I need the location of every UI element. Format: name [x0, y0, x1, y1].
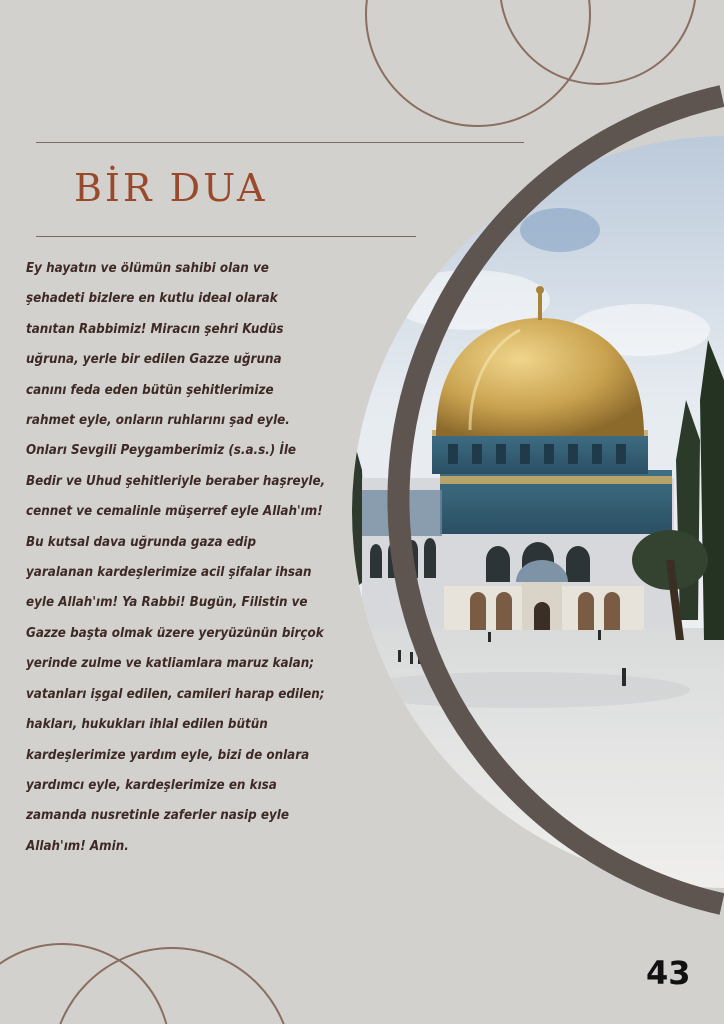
prayer-text: Ey hayatın ve ölümün sahibi olan ve şehadeti bizlere en kutlu ideal olarak tanıtan Rabbimiz! Miracın şehri Kudüs uğruna, yerle bir edilen Gazze uğruna canını feda eden bütün şehitlerimize rahmet eyle, onların ruhlarını şad eyle. Onları Sevgili Peygamberimiz (s.a.s.) İle Bedir ve Uhud şehitleriyle beraber haşreyle, cennet ve cemalinle müşerref eyle Allah'ım! Bu kutsal dava uğrunda gaza edip yaralanan kardeşlerimize acil şifalar ihsan eyle Allah'ım! Ya Rabbi! Bugün, Filistin ve Gazze başta olmak üzere yeryüzünün birçok yerinde zulme ve katliamlara maruz kalan; vatanları işgal edilen, camileri harap edilen; hakları, hukukları ihlal edilen bütün kardeşlerimize yardım eyle, bizi de onlara yardımcı eyle, kardeşlerimize en kısa zamanda nusretinle zaferler nasip eyle Allah'ım! Amin. [26, 261, 326, 854]
page-title: BİR DUA [74, 166, 268, 210]
page-number: 43 [646, 954, 691, 992]
